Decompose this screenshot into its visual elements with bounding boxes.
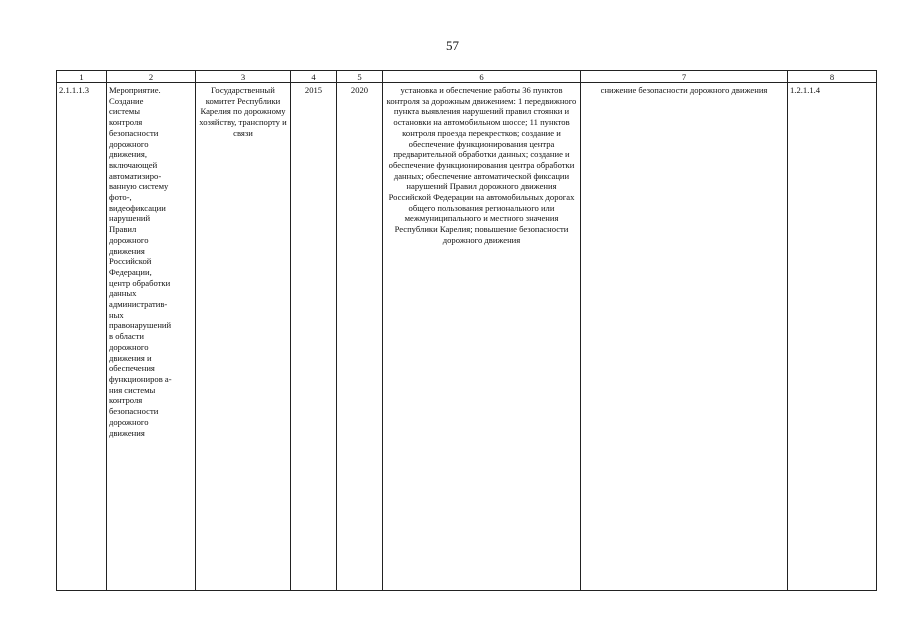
column-number-cell: 6 [383, 71, 581, 83]
activity-code-cell: 2.1.1.1.3 [57, 83, 107, 591]
column-number-cell: 7 [581, 71, 788, 83]
executor-cell: Государственный комитет Республики Карелия по дорожному хозяйству, транспорту и связи [196, 83, 291, 591]
column-number-cell: 1 [57, 71, 107, 83]
column-number-cell: 5 [337, 71, 383, 83]
activity-name-cell: Мероприятие. Создание системы контроля безопасности дорожного движения, включающей автоматизиро- ванную систему фото-, видеофиксации нарушений Правил дорожного движения Российской Федерации, центр обработки данных административ- ных правонарушений в области дорожного движения и обеспечения функциониров а- ния системы контроля безопасности дорожного движения [107, 83, 196, 591]
page-number: 57 [446, 38, 459, 53]
end-year-cell: 2020 [337, 83, 383, 591]
consequence-cell: снижение безопасности дорожного движения [581, 83, 788, 591]
start-year-cell: 2015 [291, 83, 337, 591]
table-row [57, 83, 877, 591]
column-number-row [57, 71, 877, 83]
column-number-cell: 3 [196, 71, 291, 83]
column-number-cell: 4 [291, 71, 337, 83]
indicator-link-cell: 1.2.1.1.4 [788, 83, 877, 591]
program-activities-table [56, 70, 877, 591]
column-number-cell: 8 [788, 71, 877, 83]
expected-result-cell: установка и обеспечение работы 36 пунктов контроля за дорожным движением: 1 передвижного пункта выявления нарушений правил стоянки и остановки на автомобильном шоссе; 11 пунктов контроля проезда перекрестков; создание и обеспечение функционирования центра предварительной обработки данных; создание и обеспечение функционирования центра обработки данных; обеспечение автоматической фиксации нарушений Правил дорожного движения Российской Федерации на автомобильных дорогах общего пользования регионального или межмуниципального и местного значения Республики Карелия; повышение безопасности дорожного движения [383, 83, 581, 591]
column-number-cell: 2 [107, 71, 196, 83]
